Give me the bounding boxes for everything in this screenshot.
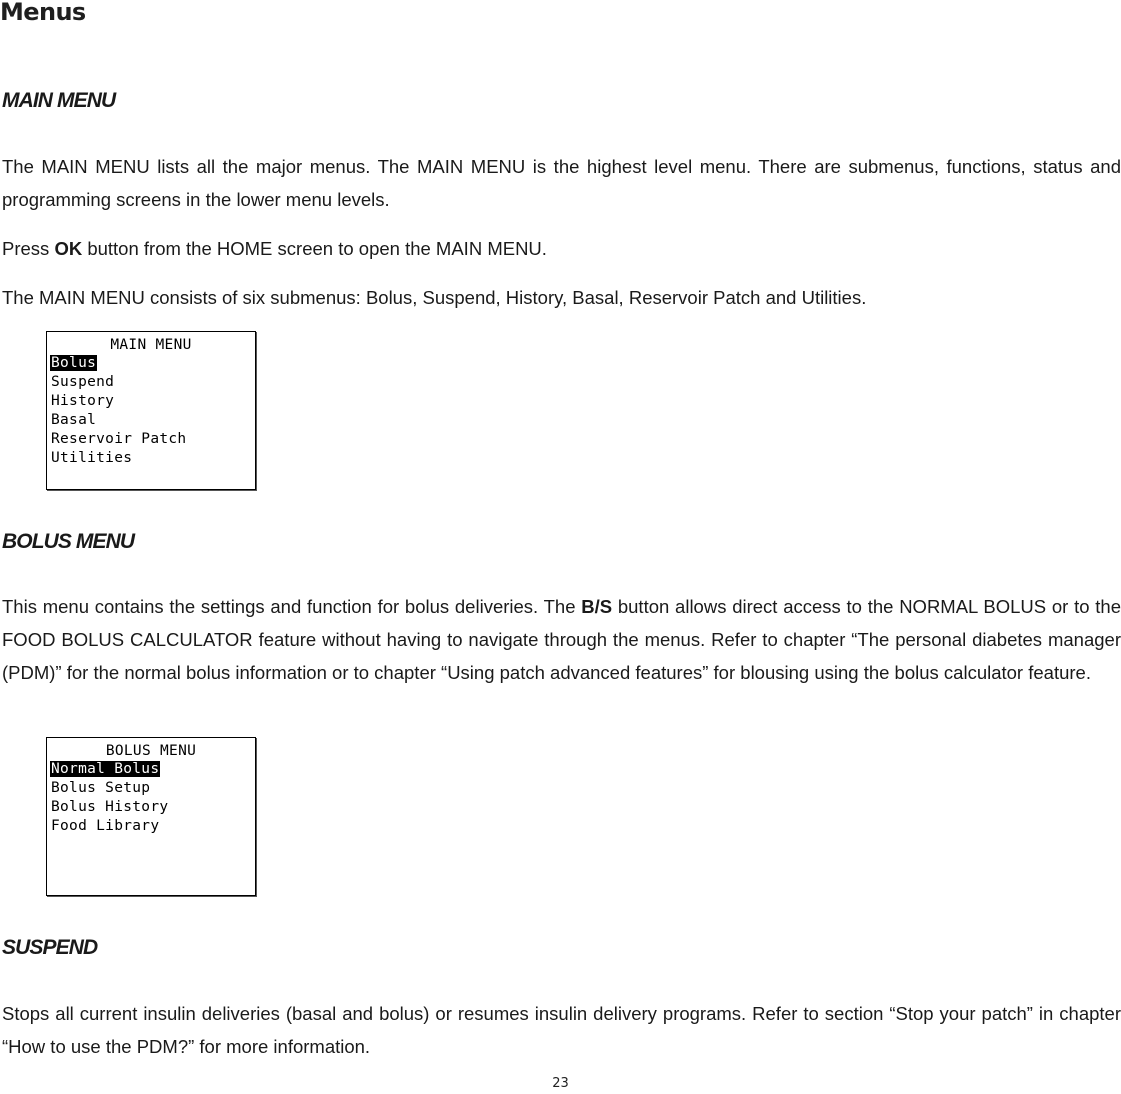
suspend-heading: SUSPEND [2, 936, 98, 959]
main-menu-instruction [2, 232, 1121, 265]
page-title: Menus [0, 0, 86, 26]
main-menu-submenus-text: The MAIN MENU consists of six submenus: Bolus, Suspend, History, Basal, Reservoir Patch and Utilities. [2, 287, 867, 308]
lcd-menu-item-label: Suspend [51, 374, 115, 390]
lcd-menu-item-label: Bolus [51, 355, 97, 371]
lcd-menu-item [50, 798, 169, 817]
bolus-menu-heading: BOLUS MENU [2, 530, 135, 553]
bolus-menu-screen [46, 737, 256, 896]
bolus-desc-prefix: This menu contains the settings and function for bolus deliveries. The [2, 596, 582, 617]
lcd-menu-item [50, 354, 187, 373]
lcd-menu-item-label: Normal Bolus [51, 761, 160, 777]
lcd-menu-item-label: Reservoir Patch [51, 431, 187, 447]
instruction-prefix: Press [2, 238, 55, 259]
lcd-menu-item-label: Bolus History [51, 799, 169, 815]
lcd-menu-item [50, 373, 187, 392]
lcd-menu-item-label: History [51, 393, 115, 409]
lcd-menu-item [50, 430, 187, 449]
main-menu-screen [46, 331, 256, 490]
lcd-menu-item [50, 392, 187, 411]
instruction-suffix: button from the HOME screen to open the MAIN MENU. [82, 238, 547, 259]
page-number: 23 [552, 1076, 569, 1091]
bolus-menu-description [2, 590, 1121, 689]
main-menu-heading: MAIN MENU [2, 89, 116, 112]
bolus-desc-suffix: button allows direct access to the NORMAL BOLUS or to the FOOD BOLUS CALCULATOR feature without having to navigate through the menus. Refer to chapter “The personal diabetes manager (PDM)” for the normal bolus information or to chapter “Using patch advanced features” for blousing using the bolus calculator feature. [2, 596, 1121, 683]
ok-button-label: OK [54, 238, 83, 259]
main-menu-description: The MAIN MENU lists all the major menus. The MAIN MENU is the highest level menu. There are submenus, functions, status and programming screens in the lower menu levels. [2, 156, 1121, 210]
lcd-menu-item-label: Bolus Setup [51, 780, 151, 796]
lcd-menu-item-label: Food Library [51, 818, 160, 834]
bolus-menu-screen-title: BOLUS MENU [105, 743, 197, 759]
main-menu-screen-list [50, 354, 187, 468]
lcd-menu-item [50, 779, 169, 798]
lcd-menu-item-label: Basal [51, 412, 97, 428]
lcd-menu-item [50, 449, 187, 468]
lcd-menu-item-label: Utilities [51, 450, 133, 466]
suspend-description: Stops all current insulin deliveries (basal and bolus) or resumes insulin delivery programs. Refer to section “Stop your patch” in chapter “How to use the PDM?” for more information. [2, 1003, 1121, 1057]
main-menu-screen-title: MAIN MENU [110, 337, 192, 353]
lcd-menu-item [50, 817, 169, 836]
lcd-menu-item [50, 411, 187, 430]
lcd-menu-item [50, 760, 169, 779]
bs-button-label: B/S [581, 596, 613, 617]
bolus-menu-screen-list [50, 760, 169, 836]
